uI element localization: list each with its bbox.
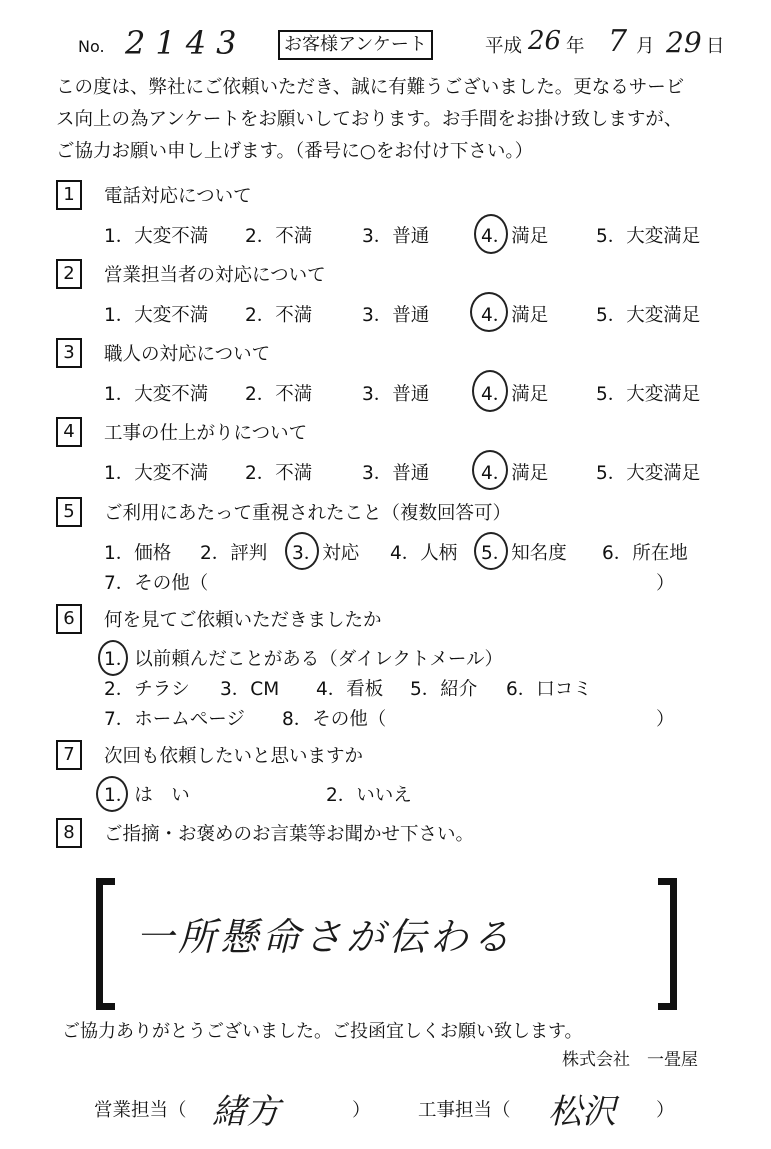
option-4[interactable]: 4．満足: [481, 384, 549, 405]
work-name: 松沢: [548, 1092, 616, 1132]
selection-circle: [98, 640, 128, 676]
question-text: ご利用にあたって重視されたこと（複数回答可）: [104, 503, 512, 524]
option-5[interactable]: 5．大変満足: [596, 384, 701, 405]
form-title: お客様アンケート: [278, 30, 433, 60]
question-number: 7: [56, 740, 82, 770]
intro-line: ご協力お願い申し上げます。（番号に○をお付け下さい。）: [56, 141, 534, 162]
question-text: 職人の対応について: [104, 344, 271, 365]
option-1[interactable]: 1．大変不満: [104, 384, 209, 405]
option-3[interactable]: 3．普通: [362, 384, 430, 405]
option-3[interactable]: 3．普通: [362, 226, 430, 247]
option-7[interactable]: 7．その他（: [104, 573, 209, 594]
selection-circle: [96, 776, 128, 812]
year-unit: 年: [566, 36, 585, 57]
question-number: 4: [56, 417, 82, 447]
question-text: 次回も依頼したいと思いますか: [104, 746, 364, 767]
option-2[interactable]: 2．チラシ: [104, 679, 190, 700]
option-2[interactable]: 2．不満: [245, 384, 313, 405]
year-value: 26: [528, 26, 562, 56]
comment-text: 一所懸命さが伝わる: [136, 915, 515, 959]
question-number: 3: [56, 338, 82, 368]
option-2[interactable]: 2．不満: [245, 226, 313, 247]
selection-circle: [472, 450, 508, 490]
option-1[interactable]: 1．大変不満: [104, 463, 209, 484]
thanks-text: ご協力ありがとうございました。ご投函宜しくお願い致します。: [62, 1021, 583, 1042]
option-1[interactable]: 1．は い: [104, 785, 190, 806]
option-close: ）: [656, 573, 675, 594]
intro-line: この度は、弊社にご依頼いただき、誠に有難うございました。更なるサービ: [56, 77, 685, 98]
selection-circle: [470, 292, 508, 332]
option-2[interactable]: 2．不満: [245, 463, 313, 484]
sales-close: ）: [352, 1100, 371, 1121]
option-7[interactable]: 7．ホームページ: [104, 709, 245, 730]
option-1[interactable]: 1．価格: [104, 543, 172, 564]
option-4[interactable]: 4．看板: [316, 679, 384, 700]
option-3[interactable]: 3．普通: [362, 305, 430, 326]
option-4[interactable]: 4．人柄: [390, 543, 458, 564]
selection-circle: [285, 532, 319, 570]
month-unit: 月: [636, 36, 655, 57]
sales-label: 営業担当（: [94, 1100, 187, 1121]
option-1[interactable]: 1．以前頼んだことがある（ダイレクトメール）: [104, 649, 503, 670]
form-number: 2143: [125, 24, 247, 62]
option-3[interactable]: 3．CM: [220, 679, 280, 700]
question-text: 営業担当者の対応について: [104, 265, 326, 286]
option-6[interactable]: 6．口コミ: [506, 679, 592, 700]
option-5[interactable]: 5．大変満足: [596, 226, 701, 247]
option-1[interactable]: 1．大変不満: [104, 305, 209, 326]
question-text: 工事の仕上がりについて: [104, 423, 308, 444]
option-4[interactable]: 4．満足: [481, 463, 549, 484]
option-close: ）: [656, 709, 675, 730]
option-2[interactable]: 2．いいえ: [326, 785, 412, 806]
option-3[interactable]: 3．対応: [292, 543, 360, 564]
work-label: 工事担当（: [418, 1100, 511, 1121]
option-4[interactable]: 4．満足: [481, 226, 549, 247]
right-bracket: [658, 878, 677, 1010]
question-number: 8: [56, 818, 82, 848]
option-2[interactable]: 2．評判: [200, 543, 268, 564]
question-text: 電話対応について: [104, 186, 252, 207]
question-number: 2: [56, 259, 82, 289]
number-label: No.: [78, 37, 105, 56]
selection-circle: [474, 214, 508, 254]
sales-name: 緒方: [212, 1092, 280, 1132]
option-1[interactable]: 1．大変不満: [104, 226, 209, 247]
option-5[interactable]: 5．知名度: [481, 543, 567, 564]
company-name: 株式会社 一畳屋: [562, 1050, 698, 1070]
option-3[interactable]: 3．普通: [362, 463, 430, 484]
option-8[interactable]: 8．その他（: [282, 709, 387, 730]
option-2[interactable]: 2．不満: [245, 305, 313, 326]
question-number: 1: [56, 180, 82, 210]
question-number: 5: [56, 497, 82, 527]
intro-line: ス向上の為アンケートをお願いしております。お手間をお掛け致しますが、: [56, 109, 683, 130]
selection-circle: [474, 532, 508, 570]
work-close: ）: [656, 1100, 675, 1121]
selection-circle: [472, 370, 508, 412]
question-text: ご指摘・お褒めのお言葉等お聞かせ下さい。: [104, 824, 475, 845]
option-5[interactable]: 5．大変満足: [596, 305, 701, 326]
day-value: 29: [666, 26, 702, 59]
left-bracket: [96, 878, 115, 1010]
option-4[interactable]: 4．満足: [481, 305, 549, 326]
question-number: 6: [56, 604, 82, 634]
question-text: 何を見てご依頼いただきましたか: [104, 610, 382, 631]
option-5[interactable]: 5．紹介: [410, 679, 478, 700]
era-label: 平成: [485, 36, 523, 57]
option-5[interactable]: 5．大変満足: [596, 463, 701, 484]
day-unit: 日: [706, 36, 725, 57]
month-value: 7: [608, 24, 628, 59]
option-6[interactable]: 6．所在地: [602, 543, 688, 564]
intro-paragraph: [56, 72, 746, 168]
